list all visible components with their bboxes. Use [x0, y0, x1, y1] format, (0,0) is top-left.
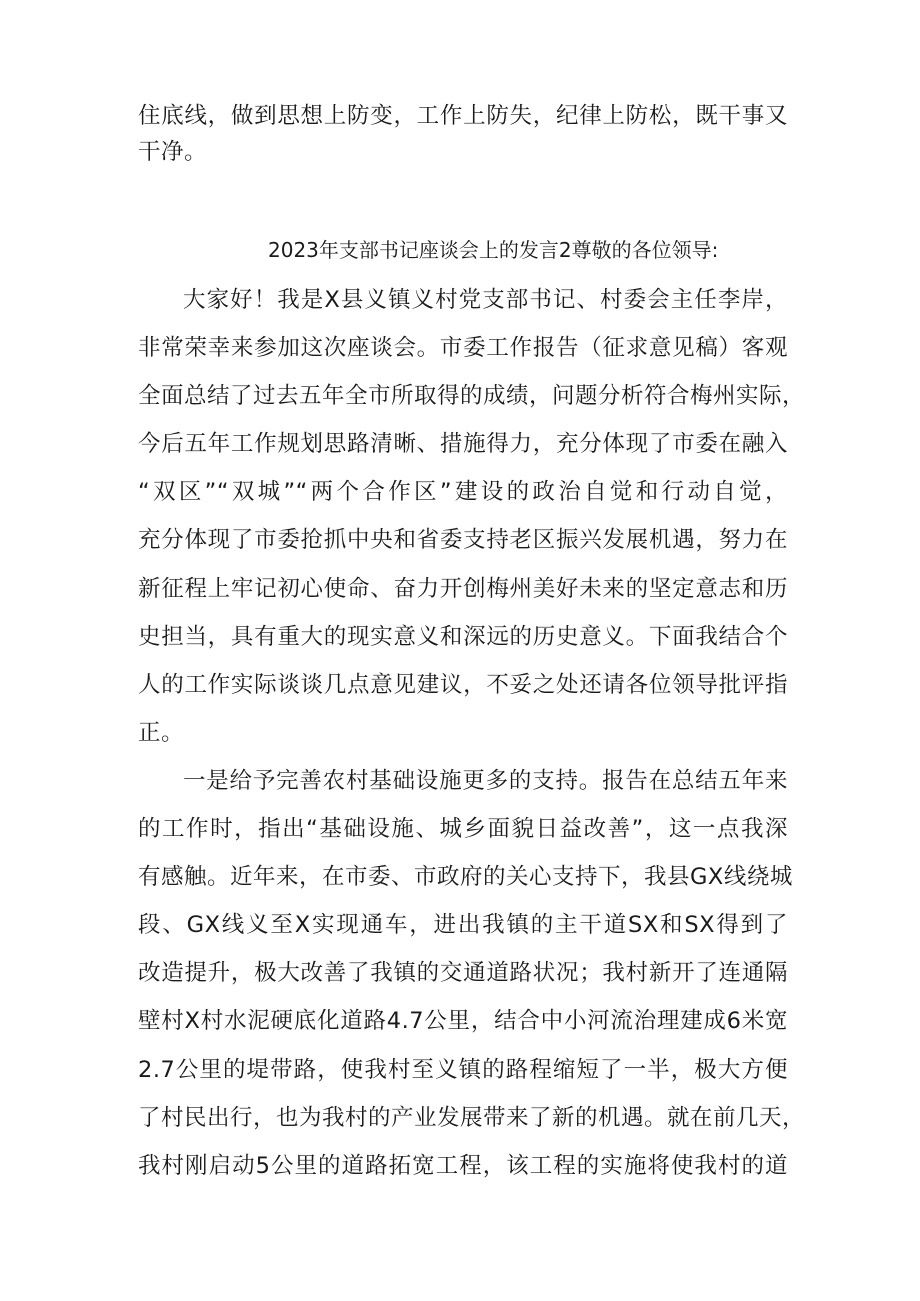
- text-line: 2.7公里的堤带路，使我村至义镇的路程缩短了一半，极大方便: [138, 1056, 788, 1083]
- text-line: 我村刚启动5公里的道路拓宽工程，该工程的实施将使我村的道: [138, 1152, 788, 1179]
- text-line: 改造提升，极大改善了我镇的交通道路状况；我村新开了连通隔: [138, 960, 788, 987]
- text-line: 了村民出行，也为我村的产业发展带来了新的机遇。就在前几天，: [138, 1104, 806, 1131]
- text-line: “双区”“双城”“两个合作区”建设的政治自觉和行动自觉，: [138, 479, 788, 506]
- paragraph-greeting: [138, 276, 806, 757]
- section-title: 2023年支部书记座谈会上的发言2尊敬的各位领导:: [268, 238, 719, 262]
- text-line: 充分体现了市委抢抓中央和省委支持老区振兴发展机遇，努力在: [138, 527, 788, 554]
- text-line: 非常荣幸来参加这次座谈会。市委工作报告（征求意见稿）客观: [138, 335, 788, 362]
- text-line: 有感触。近年来，在市委、市政府的关心支持下，我县GX线绕城: [138, 864, 793, 891]
- text-line: 住底线，做到思想上防变，工作上防失，纪律上防松，既干事又: [138, 103, 788, 129]
- text-line: 段、GX线义至X实现通车，进出我镇的主干道SX和SX得到了: [138, 912, 788, 939]
- text-line: 壁村X村水泥硬底化道路4.7公里，结合中小河流治理建成6米宽: [138, 1008, 788, 1035]
- text-line: 的工作时，指出“基础设施、城乡面貌日益改善”，这一点我深: [138, 816, 788, 843]
- text-line: 一是给予完善农村基础设施更多的支持。报告在总结五年来: [183, 768, 788, 794]
- text-line: 全面总结了过去五年全市所取得的成绩，问题分析符合梅州实际，: [138, 383, 806, 410]
- text-line: 今后五年工作规划思路清晰、措施得力，充分体现了市委在融入: [138, 431, 788, 458]
- text-line: 史担当，具有重大的现实意义和深远的历史意义。下面我结合个: [138, 623, 788, 650]
- previous-paragraph: [138, 98, 788, 170]
- text-line: 干净。: [138, 139, 208, 165]
- text-line: 大家好！我是X县义镇义村党支部书记、村委会主任李岸，: [183, 287, 788, 313]
- text-line: 人的工作实际谈谈几点意见建议，不妥之处还请各位领导批评指: [138, 671, 788, 698]
- text-line: 新征程上牢记初心使命、奋力开创梅州美好未来的坚定意志和历: [138, 575, 788, 602]
- paragraph-infrastructure: [138, 757, 806, 1190]
- text-line: 正。: [138, 719, 185, 746]
